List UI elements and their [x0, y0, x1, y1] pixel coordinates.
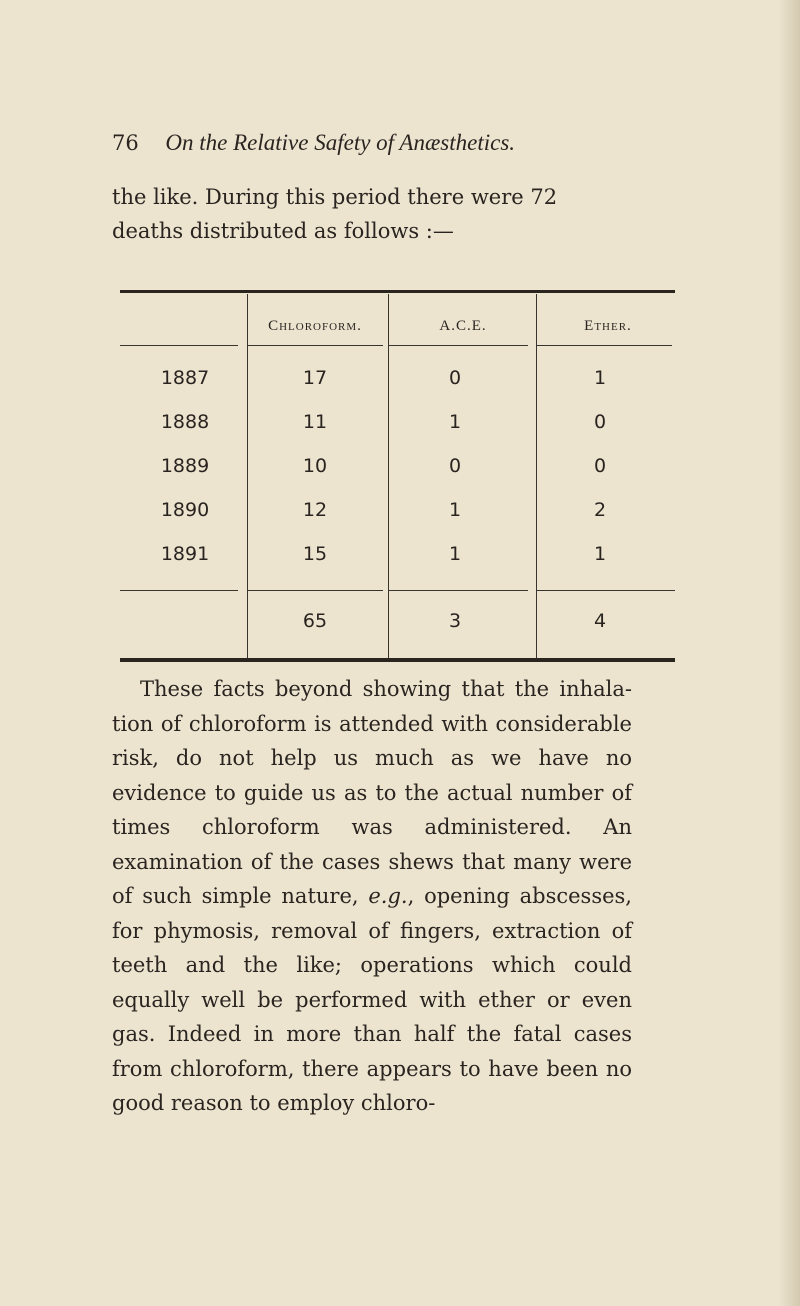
column-divider	[536, 294, 537, 658]
page-edge-shadow	[778, 0, 800, 1306]
body-text-after: , opening abscesses, for phymosis, removal of fingers, extraction of teeth and the like; operations which could equally well be performed with ether or even gas. Indeed in more than half the fatal cases from chloroform, there appears to have been no good reason to employ chloro-	[112, 884, 632, 1115]
table-cell: 1	[448, 543, 462, 565]
body-paragraph	[112, 672, 632, 1121]
total-ace: 3	[448, 610, 462, 632]
column-header-ace: A.C.E.	[439, 318, 487, 334]
body-text-before: These facts beyond showing that the inhala-tion of chloroform is attended with considerable risk, do not help us much as we have no evidence to guide us as to the actual number of times chloroform was administered. An examination of the cases shews that many were of such simple nature,	[112, 677, 632, 908]
table-cell: 0	[448, 455, 462, 477]
table-cell: 1	[448, 411, 462, 433]
totals-underline-chloroform	[247, 590, 383, 591]
totals-underline-ace	[388, 590, 528, 591]
table-cell: 2	[593, 499, 607, 521]
table-cell: 0	[448, 367, 462, 389]
column-divider	[247, 294, 248, 658]
totals-underline-year	[120, 590, 238, 591]
page-number: 76	[112, 131, 139, 155]
table-cell: 0	[593, 411, 607, 433]
table-bottom-rule	[120, 658, 675, 662]
totals-underline-ether	[536, 590, 675, 591]
body-text-eg: e.g.	[368, 884, 408, 908]
running-title: On the Relative Safety of Anæsthetics.	[165, 130, 516, 155]
intro-text: the like. During this period there were 72 deaths distributed as follows :—	[112, 185, 558, 243]
table-row-year: 1887	[160, 367, 210, 389]
table-row-year: 1891	[160, 543, 210, 565]
table-row-year: 1888	[160, 411, 210, 433]
table-cell: 17	[302, 367, 328, 389]
table-cell: 1	[448, 499, 462, 521]
column-header-chloroform: Chloroform.	[268, 318, 362, 334]
table-cell: 1	[593, 543, 607, 565]
column-header-ether: Ether.	[584, 318, 632, 334]
intro-paragraph	[112, 180, 632, 248]
table-top-rule	[120, 290, 675, 293]
total-ether: 4	[593, 610, 607, 632]
table-cell: 11	[302, 411, 328, 433]
header-underline-ether	[536, 345, 672, 346]
table-cell: 0	[593, 455, 607, 477]
table-cell: 15	[302, 543, 328, 565]
deaths-table	[120, 290, 675, 662]
table-row-year: 1889	[160, 455, 210, 477]
running-head	[112, 130, 632, 156]
table-cell: 10	[302, 455, 328, 477]
table-cell: 12	[302, 499, 328, 521]
total-chloroform: 65	[302, 610, 328, 632]
table-cell: 1	[593, 367, 607, 389]
table-row-year: 1890	[160, 499, 210, 521]
header-underline-ace	[388, 345, 528, 346]
header-underline-year	[120, 345, 238, 346]
column-divider	[388, 294, 389, 658]
header-underline-chloroform	[247, 345, 383, 346]
